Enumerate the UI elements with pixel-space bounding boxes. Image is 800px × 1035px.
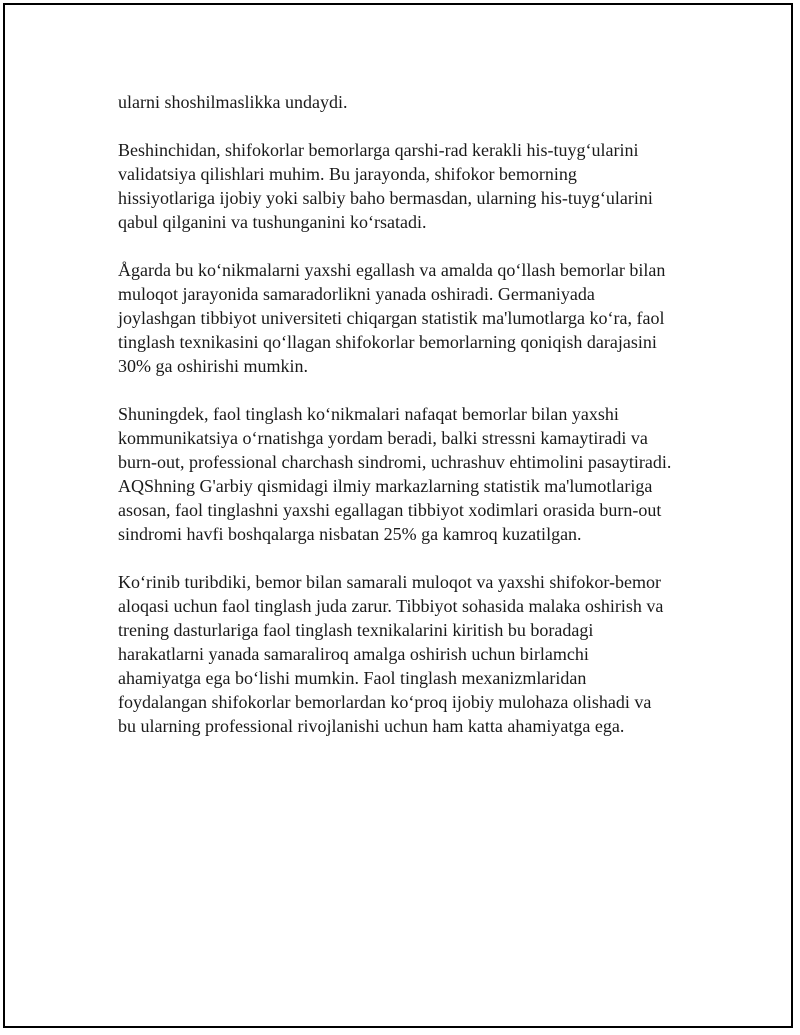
document-body xyxy=(118,90,718,762)
paragraph-4: Shuningdek, faol tinglash ko‘nikmalari nafaqat bemorlar bilan yaxshi kommunikatsiya o‘rnatishga yordam beradi, balki stressni kamaytiradi va burn-out, professional charchash sindromi, uchrashuv ehtimolini pasaytiradi. AQShning G'arbiy qismidagi ilmiy markazlarning statistik ma'lumotlariga asosan, faol tinglashni yaxshi egallagan tibbiyot xodimlari orasida burn-out sindromi havfi boshqalarga nisbatan 25% ga kamroq kuzatilgan. xyxy=(118,404,672,544)
paragraph-5: Ko‘rinib turibdiki, bemor bilan samarali muloqot va yaxshi shifokor-bemor aloqasi uchun faol tinglash juda zarur. Tibbiyot sohasida malaka oshirish va trening dasturlariga faol tinglash texnikalarini kiritish bu boradagi harakatlarni yanada samaraliroq amalga oshirish uchun birlamchi ahamiyatga ega bo‘lishi mumkin. Faol tinglash mexanizmlaridan foydalangan shifokorlar bemorlardan ko‘proq ijobiy mulohaza olishadi va bu ularning professional rivojlanishi uchun ham katta ahamiyatga ega. xyxy=(118,572,664,736)
paragraph-2: Beshinchidan, shifokorlar bemorlarga qarshi-rad kerakli his-tuyg‘ularini validatsiya qilishlari muhim. Bu jarayonda, shifokor bemorning hissiyotlariga ijobiy yoki salbiy baho bermasdan, ularning his-tuyg‘ularini qabul qilganini va tushunganini ko‘rsatadi. xyxy=(118,140,653,232)
paragraph-3: Ågarda bu ko‘nikmalarni yaxshi egallash va amalda qo‘llash bemorlar bilan muloqot jarayonida samaradorlikni yanada oshiradi. Germaniyada joylashgan tibbiyot universiteti chiqargan statistik ma'lumotlarga ko‘ra, faol tinglash texnikasini qo‘llagan shifokorlar bemorlarning qoniqish darajasini 30% ga oshirishi mumkin. xyxy=(118,260,666,376)
paragraph-1: ularni shoshilmaslikka undaydi. xyxy=(118,92,348,112)
